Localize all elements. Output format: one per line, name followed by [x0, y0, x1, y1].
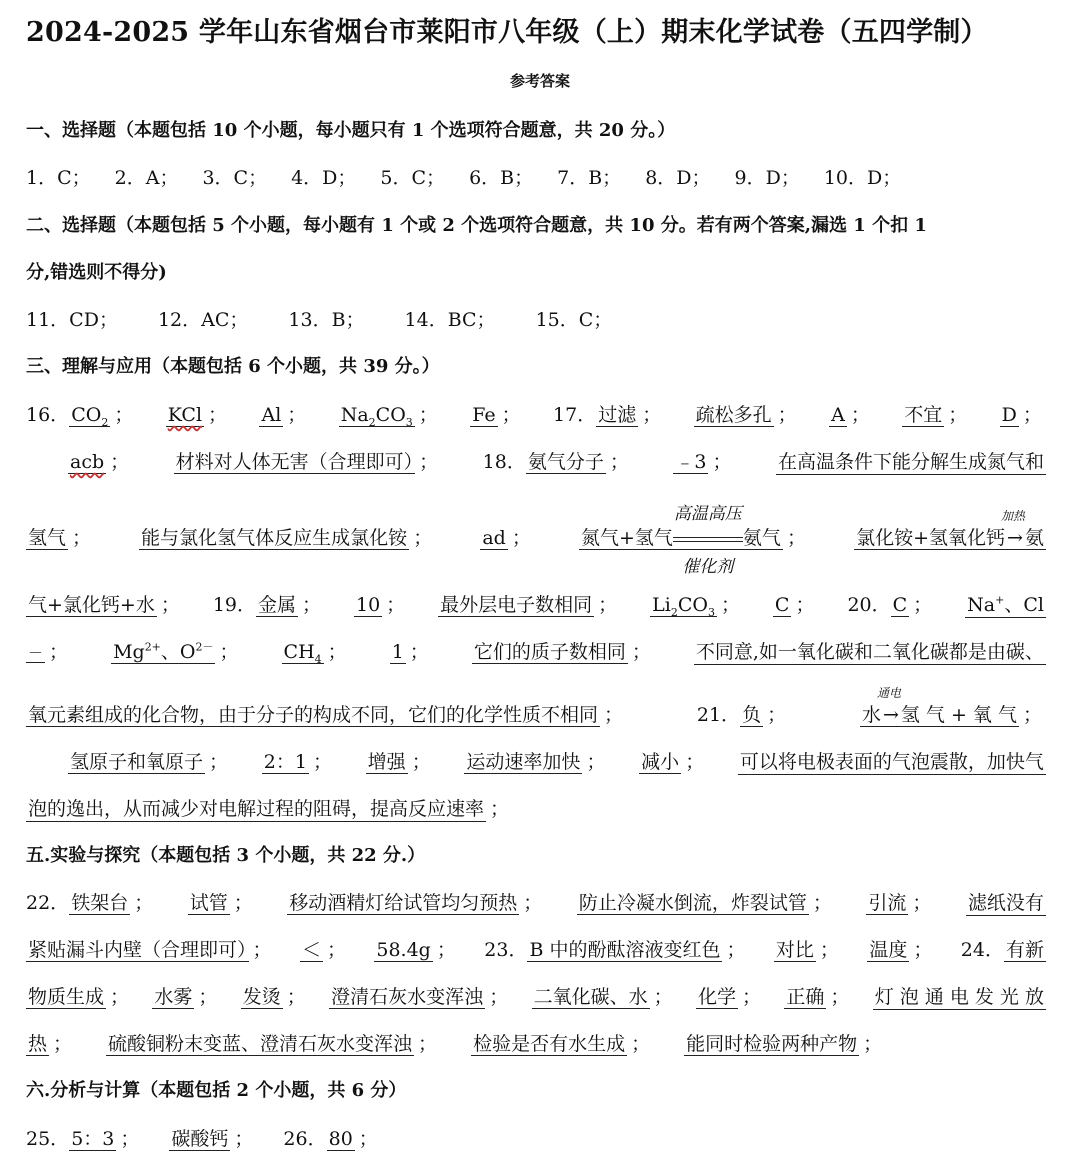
question-number: 26． [283, 1128, 327, 1150]
answer-blank: 铁架台 [71, 892, 129, 914]
answer-blank: acb [70, 451, 105, 473]
answer-blank: 减小 [641, 751, 680, 773]
q18-line-3: 氢气 ； 能与氯化氢气体反应生成氯化铵 ； ad ； 氮气+氢气 高温高压 催化剂 氨气 ； 氯化铵+氢氧化钙 加热 → 氨 [28, 504, 1044, 577]
answer-blank: 试管 [189, 892, 228, 914]
answer-blank: 二氧化碳、水 [533, 986, 648, 1008]
answer-blank: 防止冷凝水倒流，炸裂试管 [578, 892, 807, 914]
answer-blank: 气+氯化钙+水 [28, 594, 155, 616]
answer-blank: 不同意,如一氧化碳和二氧化碳都是由碳、 [694, 637, 1046, 665]
answer-blank: 澄清石灰水变浑浊 [331, 986, 484, 1008]
answer-blank: 运动速率加快 [466, 751, 581, 773]
answer-blank: C [774, 594, 790, 616]
answer-blank: 1 [391, 641, 404, 663]
answer-item: 10．D； [823, 167, 902, 189]
section-2-heading: 二、选择题（本题包括 5 个小题，每小题有 1 个或 2 个选项符合题意，共 10 分。若有两个答案,漏选 1 个扣 1 [26, 215, 927, 236]
answer-blank: Na+、Cl [965, 590, 1046, 618]
answer-blank: 温度 [869, 939, 908, 961]
answer-blank: $CO_2$ [71, 404, 109, 429]
answer-blank: 最外层电子数相同 [440, 594, 593, 616]
q25-line: 25． 5：3 ； 碳酸钙 ； 26． 80 ； [26, 1128, 378, 1150]
question-number: 24． [960, 939, 1004, 961]
q21-line-2: 氢原子和氧原子 ； 2：1 ； 增强 ； 运动速率加快 ； 减小 ； 可以将电极表面的气泡震散，加快气 [68, 747, 1046, 775]
answer-blank: $CH_4$ [283, 641, 322, 666]
answer-blank: 引流 [868, 892, 907, 914]
page-title: 2024-2025 学年山东省烟台市莱阳市八年级（上）期末化学试卷（五四学制） [26, 17, 988, 48]
choice-answers-1 [26, 163, 901, 190]
answer-blank: Fe [472, 404, 496, 426]
q22-line-1: 22． 铁架台 ； 试管 ； 移动酒精灯给试管均匀预热 ； 防止冷凝水倒流，炸裂试管 ； 引流 ； 滤纸没有 [26, 888, 1046, 916]
question-number: 22． [26, 892, 70, 914]
answer-blank: 能与氯化氢气体反应生成氯化铵 [141, 527, 408, 549]
question-number: 23． [484, 939, 528, 961]
section-6-heading: 六.分析与计算（本题包括 2 个小题，共 6 分） [26, 1080, 407, 1101]
question-number: 19． [212, 594, 256, 616]
equation-2: 氯化铵+氢氧化钙 加热 → 氨 [856, 509, 1044, 549]
answer-blank: 在高温条件下能分解生成氮气和 [776, 447, 1046, 475]
answer-blank: 能同时检验两种产物 [686, 1033, 858, 1055]
answer-blank: 灯 泡 通 电 发 光 放 [873, 982, 1046, 1010]
section-2-heading-cont: 分,错选则不得分) [26, 262, 167, 283]
answer-blank: 氢原子和氧原子 [70, 751, 204, 773]
answer-blank: 对比 [775, 939, 814, 961]
answer-blank: ﹣3 [675, 451, 707, 473]
q17-line-2: acb ； 材料对人体无害（合理即可） ； 18． 氨气分子 ； ﹣3 ； 在高温条件下能分解生成氮气和 [68, 447, 1046, 475]
answer-blank: 滤纸没有 [966, 888, 1046, 916]
answer-blank: 疏松多孔 [695, 404, 772, 426]
answer-blank: 增强 [367, 751, 406, 773]
answer-blank: ad [482, 527, 506, 549]
question-number: 18． [482, 451, 526, 473]
answer-blank: 氨气分子 [527, 451, 604, 473]
answer-blank: 热 [28, 1033, 48, 1055]
q19-line: 气+氯化钙+水 ； 19． 金属 ； 10 ； 最外层电子数相同 ； $Li_2CO_3$ ； C ； 20． C ； Na+、Cl [26, 590, 1046, 619]
answer-blank: B 中的酚酞溶液变红色 [529, 939, 721, 961]
answer-blank: － [28, 644, 44, 662]
answer-blank: 负 [742, 704, 762, 726]
answer-blank: $Na_2CO_3$ [340, 404, 413, 429]
answer-blank: 金属 [258, 594, 297, 616]
equation-1: 氮气+氢气 高温高压 催化剂 氨气 [581, 504, 781, 577]
question-number: 21． [696, 704, 741, 726]
answer-blank: ＜ [301, 939, 321, 961]
answer-blank: 物质生成 [28, 986, 105, 1008]
answer-blank: 紧贴漏斗内壁（合理即可） [28, 939, 247, 961]
section-5-heading: 五.实验与探究（本题包括 3 个小题，共 22 分.） [26, 845, 426, 866]
answer-blank: C [892, 594, 908, 616]
question-number: 17． [553, 404, 597, 426]
answer-blank: 2：1 [263, 751, 307, 773]
choice-answers-2 [26, 305, 612, 332]
answer-blank: 移动酒精灯给试管均匀预热 [289, 892, 518, 914]
q22-line-2: 紧贴漏斗内壁（合理即可） ； ＜ ； 58.4g ； 23． B 中的酚酞溶液变红色 ； 对比 ； 温度 ； 24． 有新 [28, 939, 1044, 961]
answer-blank: 过滤 [598, 404, 637, 426]
q20-line: － ； $Mg^{2+}$、$O^{2-}$ ； $CH_4$ ； 1 ； 它们的质子数相同 ； 不同意,如一氧化碳和二氧化碳都是由碳、 [26, 637, 1046, 666]
answer-blank: A [831, 404, 845, 426]
answer-blank: 发烫 [242, 986, 281, 1008]
answer-blank: 它们的质子数相同 [473, 641, 626, 663]
q24-line-1: 物质生成 ； 水雾 ； 发烫 ； 澄清石灰水变浑浊 ； 二氧化碳、水 ； 化学 ； 正确 ； 灯 泡 通 电 发 光 放 [26, 982, 1046, 1010]
answer-blank: 58.4g [376, 939, 431, 961]
answer-item: 8．D； [645, 167, 711, 189]
page-subtitle: 参考答案 [509, 72, 570, 90]
answer-blank: 有新 [1005, 939, 1044, 961]
answer-blank: 化学 [697, 986, 736, 1008]
answer-blank: 氢气 [28, 527, 67, 549]
answer-blank: Al [261, 404, 282, 426]
answer-blank: 不宜 [904, 404, 943, 426]
answer-item: 15．C； [535, 309, 613, 331]
answer-blank: 材料对人体无害（合理即可） [175, 451, 414, 473]
answer-blank: 碳酸钙 [171, 1128, 229, 1150]
answer-item: 9．D； [734, 167, 800, 189]
answer-blank: 泡的逸出，从而减少对电解过程的阻碍，提高反应速率 [26, 794, 486, 822]
answer-blank: 可以将电极表面的气泡震散，加快气 [738, 747, 1046, 775]
question-number: 25． [26, 1128, 70, 1150]
answer-item: 11．CD； [26, 309, 118, 331]
answer-blank: 10 [355, 594, 381, 616]
answer-item: 1．C； [26, 167, 91, 189]
answer-item: 6．B； [469, 167, 534, 189]
question-number: 20． [847, 594, 891, 616]
equation-3: 水 通电 → 氢 气 + 氧 气 [861, 686, 1017, 726]
answer-blank: 正确 [786, 986, 825, 1008]
answer-blank: KCl [167, 404, 203, 426]
answer-blank: D [1001, 404, 1017, 426]
answer-item: 2．A； [114, 167, 179, 189]
q24-line-2: 热 ； 硫酸铜粉末变蓝、澄清石灰水变浑浊 ； 检验是否有水生成 ； 能同时检验两种产物 ； [28, 1033, 883, 1055]
answer-blank: $Mg^{2+}$、$O^{2-}$ [113, 640, 214, 663]
answer-item: 5．C； [380, 167, 446, 189]
answer-item: 4．D； [291, 167, 357, 189]
answer-item: 13．B； [288, 309, 365, 331]
answer-blank: 水雾 [154, 986, 193, 1008]
answer-blank: 氧元素组成的化合物，由于分子的构成不同，它们的化学性质不相同 [28, 704, 599, 726]
answer-blank: 硫酸铜粉末变蓝、澄清石灰水变浑浊 [108, 1033, 413, 1055]
answer-blank: 80 [328, 1128, 353, 1150]
answer-item: 14．BC； [404, 309, 496, 331]
q21-line-3: 泡的逸出，从而减少对电解过程的阻碍，提高反应速率 ； [26, 794, 513, 822]
answer-blank: 5：3 [71, 1128, 115, 1150]
section-1-heading: 一、选择题（本题包括 10 个小题，每小题只有 1 个选项符合题意，共 20 分。） [26, 120, 676, 141]
answer-item: 12．AC； [157, 309, 249, 331]
answer-item: 3．C； [202, 167, 268, 189]
q21-line-1: 氧元素组成的化合物，由于分子的构成不同，它们的化学性质不相同 ； 21． 负 ； 水 通电 → 氢 气 + 氧 气 ； [28, 686, 1042, 726]
answer-item: 7．B； [557, 167, 622, 189]
question-number: 16． [26, 404, 70, 426]
answer-blank: $Li_2CO_3$ [652, 594, 715, 619]
section-3-heading: 三、理解与应用（本题包括 6 个小题，共 39 分。） [26, 356, 440, 377]
q16-line-1: 16． $CO_2$ ； KCl ； Al ； $Na_2CO_3$ ； Fe ； 17． 过滤 ； 疏松多孔 ； A ； 不宜 ； D ； [26, 404, 1042, 429]
answer-blank: 检验是否有水生成 [473, 1033, 626, 1055]
